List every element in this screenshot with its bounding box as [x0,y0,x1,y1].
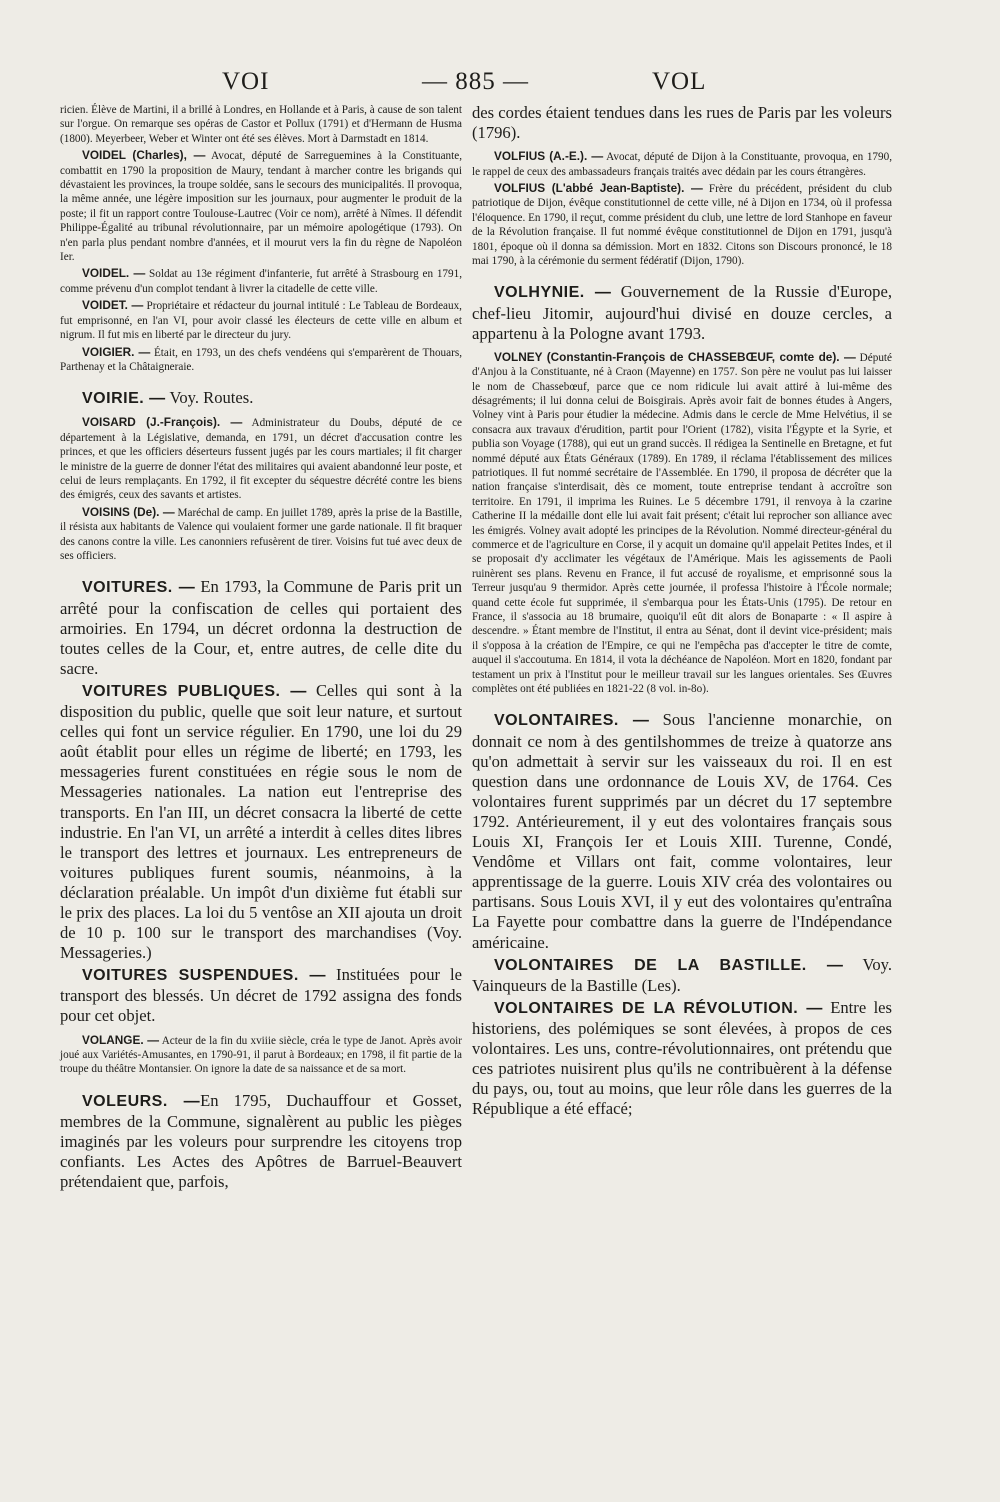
entry-text: En 1795, Duchauffour et Gosset, membres de la Commune, signalèrent au public les pièges imaginés par les voleurs pour surprendre les citoyens trop confiants. Les Actes des Apôtres de Barruel-Beauvert prétendaient que, parfois, [60,1090,463,1192]
entry-headword: VOLANGE. — [82,1032,160,1047]
entry [60,1033,462,1077]
entry-headword: VOLNEY (Constantin-François de CHASSEBŒUF, comte de). — [494,349,856,364]
entry [60,415,462,502]
entry [60,388,462,409]
entry-headword: VOLONTAIRES DE LA BASTILLE. — [494,956,844,974]
entry [472,103,892,143]
left-column [60,103,462,1194]
entry-text: ricien. Élève de Martini, il a brillé à Londres, en Hollande et à Paris, à cause de son talent sur l'orgue. On remarque ses opéras de Castor et Pollux (1791) et d'Hermann de Husma (1800). Meyerbeer, Weber et Winter ont été ses élèves. Mort à Darmstadt en 1814. [60,104,462,145]
entry-headword: VOISARD (J.-François). — [82,415,243,430]
entry [60,103,462,146]
running-head-left: VOI [222,68,270,95]
entry-text: Député d'Anjou à la Constituante, né à Craon (Mayenne) en 1757. Son père ne voulut pas lui laisser le nom de Chassebœuf, parce que ce nom ridicule lui avait attiré à lui-même des désagréments; il lui donna celui de Boisgirais. Après avoir fait de bonnes études à Angers, Volney vint à Paris pour étudier la médecine. Admis dans le cercle de Mme Helvétius, il se consacra aux travaux d'érudition, partit pour l'Orient (1782), visita l'Égypte et la Syrie, et publia son Voyage (1788), qui eut un grand succès. Il rédigea la Sentinelle en Bretagne, et fut nommé député aux États Généraux (1789). En 1789, il réclama l'établissement des milices patriotiques. Il fut nommé secrétaire de l'Assemblée. En 1790, il proposa de décréter que la nation française s'interdisait, dès ce moment, toute entreprise tendant à accroître son territoire. En 1791, il imprima les Ruines. Le 5 décembre 1791, il renvoya à la czarine Catherine II la médaille dont elle lui avait fait présent; c'était lui reprocher son alliance avec les émigrés. Volney avait adopté les principes de la Révolution. Nommé directeur-général du commerce et de l'agriculture en Corse, il y acquit un domaine qu'il appelait Petites Indes, et il se proposait d'y acclimater les végétaux de l'Amérique. Mais les agissements de Paoli ruinèrent ses plans. Revenu en France, il fut accusé de royalisme, et emprisonné sous la Terreur jusqu'au 9 thermidor. Après cette journée, il professa l'histoire à l'École normale; quand cette école fut supprimée, il s'embarqua pour les États-Unis (1795). De retour en France, il s'associa au 18 brumaire, quoiqu'il eût dit alors de Bonaparte : « Il aspire à descendre. » Étant membre de l'Institut, il entra au Sénat, dont il devint vice-président; mais il s'opposa à la création de l'Empire, ce qui ne l'empêcha pas d'accepter le titre de comte, auquel il s'accoutuma. En 1814, il vota la déchéance de Napoléon. Mort en 1820, fondant par testament un prix à l'Institut pour le meilleur travail sur les langues orientales. Ses Œuvres complètes ont été publiées en 1821-22 (8 vol. in-8o). [472,351,892,696]
entry [472,282,892,343]
entry [472,350,892,697]
entry-text: Acteur de la fin du xviiie siècle, créa le type de Janot. Après avoir joué aux Variétés-Amusantes, en 1790-91, il parut à Bordeaux; en 1798, il fit partie de la troupe du théâtre Montansier. On ignore la date de sa naissance et de sa mort. [60,1034,462,1076]
entry-text: Frère du précédent, président du club patriotique de Dijon, évêque constitutionnel de cette ville, né à Dijon en 1734, où il professa l'éloquence. En 1790, il reçut, comme président du club, une lettre de lord Stanhope en faveur de la Révolution française. Il fut nommé évêque constitutionnel de Dijon en 1791, jusqu'à 1801, époque où il donna sa démission. Mort en 1832. Citons son Discours prononcé, le 18 mai 1790, à la cérémonie du serment fédératif (Dijon, 1790). [472,183,892,268]
entry-text: des cordes étaient tendues dans les rues de Paris par les voleurs (1796). [472,103,892,143]
entry-text: Voy. Routes. [165,388,254,408]
entry [472,149,892,179]
entry-headword: VOIRIE. — [82,390,166,408]
entry-headword: VOLHYNIE. — [494,284,612,302]
entry-headword: VOITURES. — [82,579,196,597]
right-column [472,103,892,1121]
entry [472,710,892,952]
entry-text: Avocat, député de Dijon à la Constituante, provoqua, en 1790, le rappel de ceux des ambassadeurs français traités avec dédain par les cours étrangères. [472,151,892,178]
entry [60,965,462,1026]
entry-text: Avocat, député de Sarreguemines à la Constituante, combattit en 1790 la proposition de Maury, tendant à marcher contre les brigands qui dévastaient les provinces, la troupe soldée, sans le secours des municipalités. Il provoqua, la même année, une légère imposition sur les journaux, pour augmenter le produit de la poste; il fit un rapport contre Toulouse-Lautrec (Voir ce nom), arrêté à Nîmes. Il défendit Philippe-Égalité au tribunal révolutionnaire, par un mémoire apologétique (1793). On n'en parla plus pendant nombre d'années, et il mourut vers la fin du règne de Napoléon Ier. [60,150,463,264]
entry [472,181,892,268]
entry-headword: VOLFIUS (L'abbé Jean-Baptiste). — [494,181,703,195]
entry-headword: VOIDEL (Charles), — [82,148,206,163]
entry-text: Maréchal de camp. En juillet 1789, après la prise de la Bastille, il résista aux habitants de Valence qui voulaient former une garde nationale. Il fit braquer des canons contre la ville. Les canonniers refusèrent de tirer. Voisins fut tué avec deux de ses officiers. [60,506,462,563]
entry [60,148,462,264]
entry-headword: VOISINS (De). — [82,504,175,519]
entry [60,505,462,564]
entry [60,681,462,963]
entry-text: Sous l'ancienne monarchie, on donnait ce nom à des gentilshommes de treize à quatorze ans qu'on admettait à servir sur les vaisseaux du roi. Il en est question dans une ordonnance de Louis XV, de 1764. Ces volontaires furent supprimés par un décret du 17 septembre 1792. Antérieurement, il y eut des volontaires français sous Louis XI, François Ier et Louis XIII. Turenne, Condé, Vendôme et Villars ont fait, comme volontaires, leur apprentissage de la guerre. Louis XIV créa des volontaires ou partisans. Sous Louis XVI, il y eut des volontaires qu'entraîna La Fayette pour combattre dans la guerre de l'Indépendance américaine. [472,710,892,952]
entry [472,998,892,1120]
entry-headword: VOLEURS. — [82,1092,201,1110]
entry-headword: VOIDET. — [82,298,144,313]
running-head-right: VOL [652,68,707,95]
entry-text: Celles qui sont à la disposition du public, quelle que soit leur nature, et surtout celles qui font un service régulier. En 1790, une loi du 29 août établit pour elles un régime de liberté; en 1793, les messageries furent constituées en régie sous le nom de Messageries nationales. La nation eut l'entreprise des transports. En l'an III, un décret consacra la liberté de cette industrie. En l'an VI, un arrêté a interdit à celles dites libres le transport des lettres et journaux. Les entrepreneurs de voitures publiques furent soumis, néanmoins, à la déclaration préalable. Un impôt d'un dixième fut établi sur le prix des places. La loi du 5 ventôse an XII ajouta un droit de 10 p. 100 sur le transport des marchandises (Voy. Messageries.) [60,680,462,963]
entry [60,577,462,678]
entry-headword: VOITURES SUSPENDUES. — [82,967,327,985]
entry-headword: VOITURES PUBLIQUES. — [82,682,307,700]
entry-text: En 1793, la Commune de Paris prit un arrêté pour la confiscation de celles qui portaient des armoiries. En 1794, un décret ordonna la destruction de toutes celles de la Cour, et, entre autres, de celle dite du sacre. [60,577,462,678]
entry-text: Instituées pour le transport des blessés. Un décret de 1792 assigna des fonds pour cet objet. [60,965,463,1026]
entry [60,1091,462,1192]
entry-text: Propriétaire et rédacteur du journal intitulé : Le Tableau de Bordeaux, fut emprisonné, en l'an VI, pour avoir classé les électeurs de cette ville en album et nigrum. Il fut mis en liberté par le directeur du jury. [60,300,462,342]
entry [60,298,462,342]
entry [60,345,462,375]
entry [60,266,462,296]
entry-headword: VOLONTAIRES DE LA RÉVOLUTION. — [494,999,823,1017]
entry-text: Voy. Vainqueurs de la Bastille (Les). [472,954,893,995]
entry-text: Soldat au 13e régiment d'infanterie, fut arrêté à Strasbourg en 1791, comme prévenu d'un complot tendant à livrer la citadelle de cette ville. [60,268,462,295]
entry [472,955,892,996]
page-number: — 885 — [422,68,529,95]
entry-text: Gouvernement de la Russie d'Europe, chef-lieu Jitomir, aujourd'hui divisé en douze cercles, a appartenu à la Pologne avant 1793. [472,282,892,343]
entry-headword: VOLONTAIRES. — [494,712,650,730]
entry-text: Était, en 1793, un des chefs vendéens qui s'emparèrent de Thouars, Parthenay et la Châtaigneraie. [60,346,462,373]
entry-headword: VOIGIER. — [82,344,151,359]
entry-headword: VOIDEL. — [82,266,146,281]
running-head [0,68,1000,108]
entry-text: Administrateur du Doubs, député de ce département à la Législative, demanda, en 1791, un décret d'accusation contre les princes, et que les officiers déserteurs fussent jugés par les cours martiales; il fit charger le ministre de la guerre de donner l'état des militaires qui avaient abandonné leur poste, et celui de leurs remplaçants. En 1792, il fit excepter du séquestre décrété contre les biens des émigrés, ceux des savants et artistes. [60,417,463,502]
entry-text: Entre les historiens, des polémiques se sont élevées, à propos de ces volontaires. Les uns, contre-révolutionnaires, ont prétendu que ces patriotes nuisirent plus qu'ils ne contribuèrent à la défense du pays, ou, tout au moins, que leur rôle dans les guerres de la République a été effacé; [472,997,892,1119]
entry-headword: VOLFIUS (A.-E.). — [494,149,604,164]
